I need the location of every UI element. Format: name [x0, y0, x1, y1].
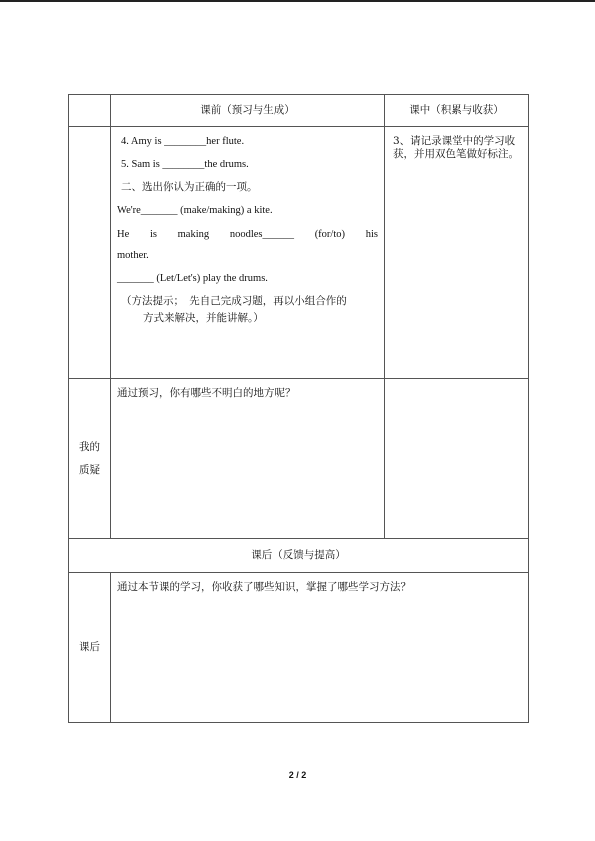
q2-word: is: [149, 228, 157, 240]
question-row-label: 我的质疑: [69, 379, 111, 539]
method-hint-line2: 方式来解决，并能讲解。）: [143, 312, 264, 324]
exercise-4: 4. Amy is ________her flute.: [121, 136, 245, 147]
exercise-5: 5. Sam is ________the drums.: [121, 159, 249, 171]
question-row: [69, 379, 529, 539]
choice-question-3: _______ (Let/Let's) play the drums.: [117, 272, 268, 284]
question-right-cell: [385, 379, 529, 539]
after-class-row: [69, 573, 529, 723]
method-hint-line1: （方法提示； 先自己完成习题，再以小组合作的: [121, 294, 347, 307]
header-pre-class: 课前（预习与生成）: [111, 95, 385, 127]
pre-row-label-cell: [69, 127, 111, 379]
pre-class-row: [69, 127, 529, 379]
header-empty-cell: [69, 95, 111, 127]
question-prompt: 通过预习，你有哪些不明白的地方呢？: [111, 379, 385, 539]
after-row-label: 课后: [69, 573, 111, 723]
study-table: [68, 94, 529, 723]
top-rule: [0, 0, 595, 2]
q2-word: his: [365, 228, 378, 240]
pre-class-content: [111, 127, 385, 379]
choice-question-1: We're_______ (make/making) a kite.: [117, 205, 273, 217]
section-2-heading: 二、选出你认为正确的一项。: [121, 181, 258, 194]
after-header-row: [69, 539, 529, 573]
choice-question-2: [117, 228, 378, 241]
in-class-note: 3、请记录课堂中的学习收获，并用双色笔做好标注。: [385, 127, 529, 379]
q2-word: making: [177, 228, 210, 240]
header-in-class: 课中（积累与收获）: [385, 95, 529, 127]
choice-question-2-end: mother.: [117, 249, 149, 261]
q2-word: He: [117, 228, 130, 240]
q2-word: (for/to): [314, 228, 346, 240]
q2-word: noodles______: [229, 228, 294, 240]
page-number: 2 / 2: [288, 770, 307, 780]
header-row: [69, 95, 529, 127]
after-class-prompt: 通过本节课的学习，你收获了哪些知识，掌握了哪些学习方法？: [111, 573, 529, 723]
after-class-header: 课后（反馈与提高）: [69, 539, 529, 573]
